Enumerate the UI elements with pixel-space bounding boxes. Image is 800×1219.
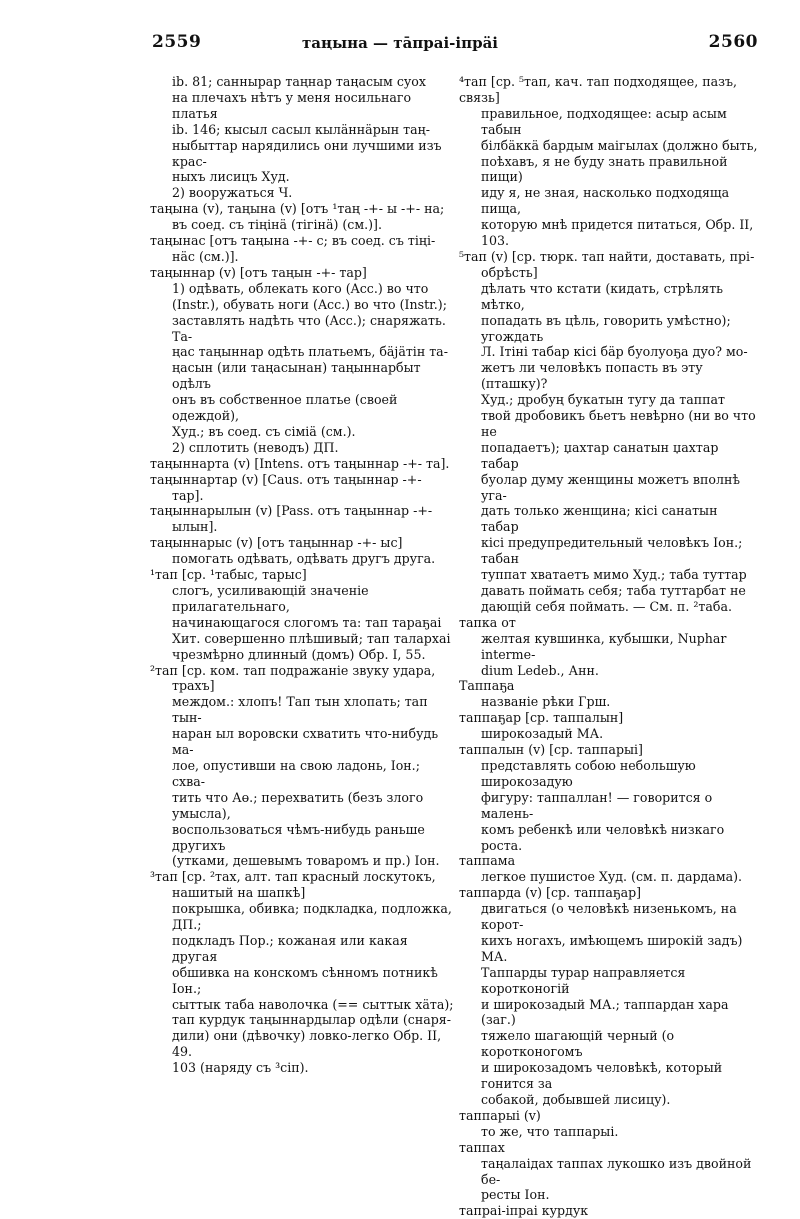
text-line: буолар думу женщины можетъ вполнѣ уга- <box>481 471 740 503</box>
text-line: ib. 81; саннырар таңнар таңасым суох <box>172 74 426 89</box>
text-line: тить что Аө.; перехватить (безъ злого умысла), <box>172 789 424 821</box>
text-line: чрезмѣрно длинный (домъ) Обр. І, 55. <box>172 646 426 662</box>
text-line: воспользоваться чѣмъ-нибудь раньше другихъ <box>172 821 425 853</box>
text-line: таңыннарыс (v) [отъ таңыннар -+- ыс] <box>150 535 403 551</box>
text-line: ңасын (или таңасынан) таңыннарбыт одѣлъ <box>172 360 421 392</box>
text-line: тяжело шагающій черный (о коротконогомъ <box>481 1028 675 1060</box>
page-number-right: 2560 <box>708 32 758 52</box>
text-line: ылын]. <box>172 519 218 535</box>
text-line: жетъ ли человѣкъ попасть въ эту (пташку)? <box>481 360 703 392</box>
text-line: попадаетъ); џахтар санатын џахтар табар <box>481 439 719 471</box>
text-line: широкозадый МА. <box>481 726 604 742</box>
text-line: таңыннарта (v) [Intens. отъ таңыннар -+- та]. <box>150 455 450 471</box>
text-line: ңас таңыннар одѣть платьемъ, бӓјӓтін та- <box>172 344 448 360</box>
text-line: таппама <box>459 853 516 869</box>
text-line: собакой, добывшей лисицу). <box>481 1092 671 1107</box>
text-line: таңалаідах таппах лукошко изъ двойной бе- <box>481 1155 752 1187</box>
text-line: 103 (наряду съ ³сіп). <box>172 1060 309 1076</box>
text-line: наран ыл воровски схватить что-нибудь ма- <box>172 726 439 758</box>
text-line: онъ въ собственное платье (своей одеждой), <box>172 392 398 424</box>
text-line: dium Ledeb., Анн. <box>481 662 599 678</box>
text-line: трахъ] <box>172 678 215 694</box>
text-line: туппат хватаетъ мимо Худ.; таба туттар <box>481 567 747 583</box>
text-line: Худ.; въ соед. съ сіміӓ (см.). <box>172 423 356 439</box>
text-line: въ соед. съ тіңінӓ (тігінӓ) (см.)]. <box>172 217 382 233</box>
text-line: Л. Ітіні табар кісі бӓр буолуоҕа дуо? мо- <box>481 344 748 360</box>
text-line: помогать одѣвать, одѣвать другъ друга. <box>172 551 436 567</box>
text-line: обшивка на конскомъ сѣнномъ потникѣ Іон.; <box>172 964 438 996</box>
text-line: (утками, дешевымъ товаромъ и пр.) Іон. <box>172 853 440 869</box>
text-line: таңыннарылын (v) [Pass. отъ таңыннар -+- <box>150 503 433 519</box>
text-line: ныбыттар нарядились они лучшими изъ крас- <box>172 137 442 169</box>
text-line: ⁴тап [ср. ⁵тап, кач. тап подходящее, пазъ, связь] <box>459 74 737 105</box>
text-line: таппарыі (v) <box>459 1107 541 1123</box>
text-line: обрѣсть] <box>481 264 538 280</box>
text-line: попадать въ цѣль, говорить умѣстно); угождать <box>481 312 731 344</box>
text-line: таңыннартар (v) [Caus. отъ таңыннар -+- <box>150 471 422 487</box>
text-line: начинающагося слогомъ та: тап тараҕаі <box>172 614 442 630</box>
text-line: ⁵тап (v) [ср. тюрк. тап найти, доставать, прі- <box>459 248 755 264</box>
text-line: таппах <box>459 1139 505 1155</box>
text-line: тапраі-іпраі курдук <box>459 1203 589 1219</box>
text-line: Таппаҕа <box>459 678 515 694</box>
text-line: кісі предупредительный человѣкъ Іон.; табан <box>481 535 743 567</box>
text-line: комъ ребенкѣ или человѣкѣ низкаго роста. <box>481 821 725 853</box>
text-line: фигуру: таппаллан! — говорится о малень- <box>481 789 713 821</box>
text-line: білбӓккӓ бардым маігылах (должно быть, <box>481 137 758 153</box>
text-line: ¹тап [ср. ¹табыс, тарыс] <box>150 567 307 583</box>
text-line: правильное, подходящее: асыр асым табын <box>481 105 727 137</box>
left-column <box>150 74 455 1076</box>
text-line: и широкозадомъ человѣкѣ, который гонится за <box>481 1060 723 1092</box>
text-line: то же, что таппарыі. <box>481 1123 619 1139</box>
text-line: желтая кувшинка, кубышки, Nuphar interme- <box>481 630 727 662</box>
right-column <box>459 74 759 1219</box>
text-line: двигаться (о человѣкѣ низенькомъ, на корот- <box>481 901 737 933</box>
text-line: ³тап [ср. ²тах, алт. тап красный лоскутокъ, <box>150 869 436 885</box>
text-line: таппаҕар [ср. таппалын] <box>459 710 624 726</box>
text-line: покрышка, обивка; подкладка, подложка, ДП.; <box>172 901 452 933</box>
page-number-left: 2559 <box>152 32 202 52</box>
running-title: таңына — тāпраі-іпрäі <box>302 34 498 52</box>
text-line: 2) вооружаться Ч. <box>172 185 293 201</box>
text-line: слогъ, усиливающій значеніе прилагательнаго, <box>172 583 369 614</box>
text-line: иду я, не зная, насколько подходяща пища, <box>481 185 730 217</box>
text-line: дающій себя поймать. — См. п. ²таба. <box>481 598 732 614</box>
text-line: названіе рѣки Грш. <box>481 694 611 710</box>
text-line: таппарда (v) [ср. таппаҕар] <box>459 885 642 901</box>
text-line: поѣхавъ, я не буду знать правильной пищи) <box>481 153 728 185</box>
text-line: ныхъ лисицъ Худ. <box>172 169 290 185</box>
text-line: 2) сплотить (неводъ) ДП. <box>172 439 339 455</box>
text-line: и широкозадый МА.; таппардан хара (заг.) <box>481 996 729 1028</box>
text-line: сыттык таба наволочка (== сыттык хӓта); <box>172 996 454 1012</box>
text-line: тап курдук таңыннардылар одѣли (снаря- <box>172 1012 451 1028</box>
text-line: ²тап [ср. ком. тап подражаніе звуку удара, <box>150 662 436 678</box>
text-line: тар]. <box>172 487 204 503</box>
text-line: легкое пушистое Худ. (см. п. дардама). <box>481 869 743 885</box>
text-line: дили) они (дѣвочку) ловко-легко Обр. ІІ, 49. <box>172 1028 442 1060</box>
text-line: давать поймать себя; таба туттарбат не <box>481 583 746 598</box>
text-line: дѣлать что кстати (кидать, стрѣлять мѣтко, <box>481 280 724 312</box>
text-line: (Instr.), обувать ноги (Acc.) во что (Instr.); <box>172 296 447 312</box>
text-line: лое, опустивши на свою ладонь, Іон.; схва- <box>172 757 420 789</box>
text-line: 1) одѣвать, облекать кого (Acc.) во что <box>172 280 429 296</box>
text-line: Хит. совершенно плѣшивый; тап талархаі <box>172 630 451 646</box>
text-line: на плечахъ нѣтъ у меня носильнаго платья <box>172 89 412 121</box>
text-line: кихъ ногахъ, имѣющемъ широкій задъ) МА. <box>481 932 743 964</box>
text-line: нашитый на шапкѣ] <box>172 885 306 901</box>
text-line: твой дробовикъ бьетъ невѣрно (ни во что не <box>481 408 756 439</box>
text-line: таппалын (v) [ср. таппарыі] <box>459 742 643 758</box>
text-line: таңынас [отъ таңына -+- с; въ соед. съ тіңі- <box>150 233 436 249</box>
text-line: тапка от <box>459 614 516 630</box>
text-line: заставлять надѣть что (Acc.); снаряжать. Та- <box>172 312 446 344</box>
text-line: таңыннар (v) [отъ таңын -+- тар] <box>150 264 367 280</box>
text-line: ib. 146; кысыл сасыл кылӓннӓрын таң- <box>172 121 430 137</box>
text-line: которую мнѣ придется питаться, Обр. ІІ, 103. <box>481 217 754 249</box>
text-line: нӓс (см.)]. <box>172 248 239 264</box>
text-line: таңына (v), таңына (v) [отъ ¹таң -+- ы -+- на; <box>150 201 445 217</box>
page-header <box>0 32 800 60</box>
text-line: Таппарды турар направляется коротконогій <box>481 964 686 996</box>
text-line: ресты Іон. <box>481 1187 550 1203</box>
text-line: Худ.; дробуң букатын тугу да таппат <box>481 392 725 408</box>
text-line: междом.: хлопъ! Тап тын хлопать; тап тын- <box>172 694 428 726</box>
text-line: дать только женщина; кісі санатын табар <box>481 503 718 535</box>
text-line: представлять собою небольшую широкозадую <box>481 757 696 789</box>
text-line: подкладъ Пор.; кожаная или какая другая <box>172 932 408 964</box>
